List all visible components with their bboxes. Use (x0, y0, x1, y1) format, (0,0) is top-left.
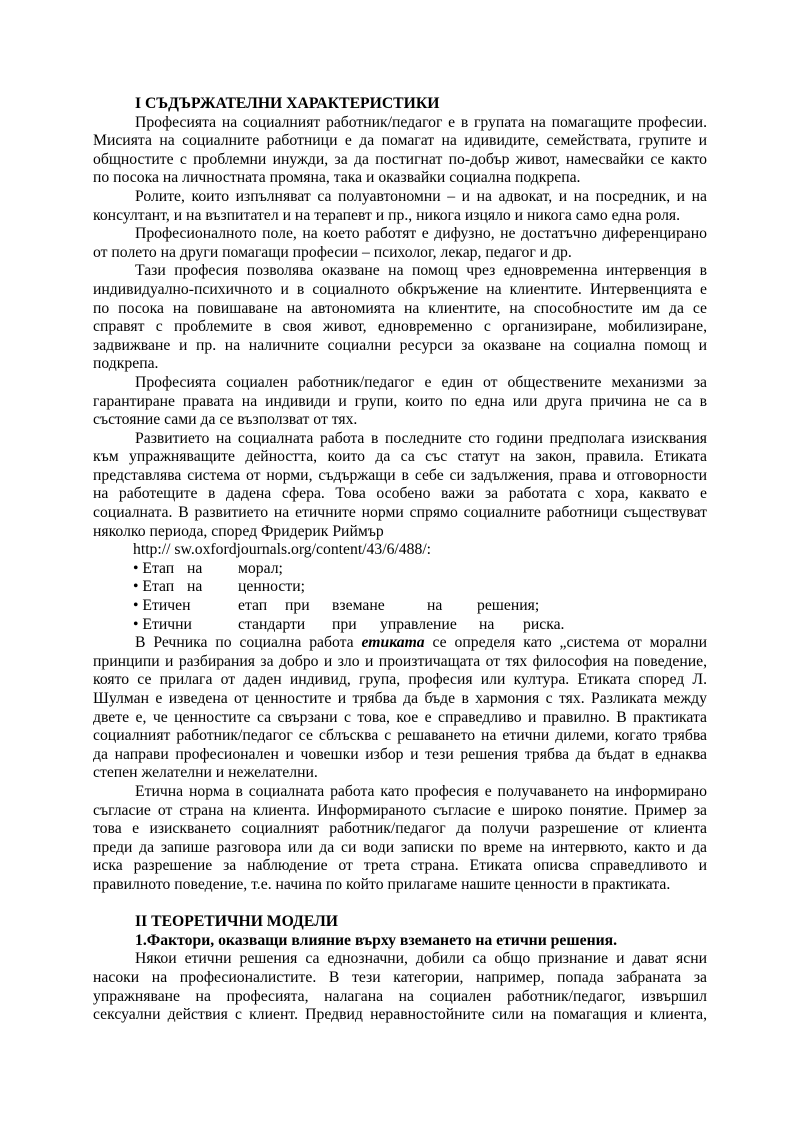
paragraph-line: към упражняващите дейността, които да са със статут на закон, правила. Етиката (93, 448, 707, 466)
paragraph-line: която се прилага от даден индивид, група, професия или култура. Етиката според Л. (93, 671, 707, 689)
stage-word: ценности; (238, 578, 305, 596)
text-run: В Речника по социална работа (135, 634, 362, 652)
paragraph-line: справят с проблемите в своя живот, едновременно с организиране, мобилизиране, (93, 318, 707, 336)
stage-word: решения; (477, 597, 540, 615)
paragraph-line: индивидуално-психичното и в социалното обкръжение на клиентите. Интервенцията е (93, 280, 707, 298)
paragraph-line (93, 634, 707, 653)
paragraph-line: консултант, и на възпитател и на терапевт и пр., никога изцяло и никога само една роля. (93, 206, 681, 224)
stage-word: на (187, 578, 203, 596)
paragraph-line: представлява система от норми, съдържащи в себе си задължения, права и отговорности (93, 466, 707, 484)
paragraph-line: Някои етични решения са еднозначни, добили са общо признание и дават ясни (135, 950, 707, 968)
paragraph-line: Тази професия позволява оказване на помощ чрез едновременна интервенция в (135, 262, 707, 280)
stage-word: морал; (238, 559, 283, 577)
paragraph-line: общностите с проблемни инужди, за да постигнат по-добър живот, намесвайки се както (93, 150, 707, 168)
page-body (93, 95, 707, 1025)
paragraph-line: социалната. В развитието на етичните норми спрямо социалните работници съществуват (93, 504, 707, 522)
paragraph-line: гарантиране правата на индивиди и групи, които по една или друга причина не са в (93, 392, 707, 410)
stage-word: • Етап (133, 559, 175, 577)
stage-word: на (427, 597, 443, 615)
stage-word: при (285, 597, 310, 615)
paragraph-line: подкрепа. (93, 355, 159, 373)
stage-word: при (332, 615, 357, 633)
stage-list-item (93, 560, 707, 579)
section-heading: I СЪДЪРЖАТЕЛНИ ХАРАКТЕРИСТИКИ (135, 95, 440, 112)
paragraph-line: преди да запише разговора или да си води записки по време на интервюто, както и да (93, 838, 707, 856)
paragraph-line: Професията на социалният работник/педагог е в групата на помагащите професии. (135, 113, 707, 131)
paragraph-line: принципи и разбирания за добро и зло и произтичащата от тях философия на поведение, (93, 652, 707, 670)
paragraph-line: да направи професионален и човешки избор и тези решения трябва да бъдат в еднаква (93, 745, 707, 763)
paragraph-line: няколко периода, според Фридерик Риймър (93, 522, 384, 540)
stage-list-item (93, 597, 707, 616)
text-run: се определя като „система от морални (424, 634, 707, 652)
stage-list-item (93, 578, 707, 597)
paragraph-line: упражняване на професията, налагана на социален работник/педагог, извършил (93, 987, 707, 1005)
paragraph-line: Етична норма в социалната работа като професия е получаването на информирано (135, 782, 707, 800)
stage-word: • Етичен (133, 597, 191, 615)
paragraph-line: от полето на други помагащи професии – психолог, лекар, педагог и др. (93, 243, 572, 261)
paragraph-line: по посока на личностната промяна, така и оказвайки социална подкрепа. (93, 169, 581, 187)
stage-word: етап (238, 597, 268, 615)
paragraph-line: двете е, че ценностите са свързани с това, кое е справедливо и правилно. В практиката (93, 708, 707, 726)
source-url: http:// sw.oxfordjournals.org/content/43/6/488/: (133, 541, 432, 559)
paragraph-line: по посока на повишаване на автономията на клиентите, на способностите им да се (93, 299, 707, 317)
stage-word: на (187, 559, 203, 577)
paragraph-line: съгласие от страна на клиента. Информираното съгласие е широко понятие. Пример за (93, 801, 707, 819)
paragraph-line: сексуални действия с клиент. Предвид неравностойните сили на помагащия и клиента, (93, 1006, 707, 1024)
paragraph-line: Ролите, които изпълняват са полуавтономни – и на адвокат, и на посредник, и на (135, 187, 707, 205)
subsection-heading: 1.Фактори, оказващи влияние върху вземането на етични решения. (135, 931, 618, 949)
stage-word: на (479, 615, 495, 633)
stage-list-item (93, 616, 707, 635)
paragraph-line: насоки на професионалистите. В тези категории, например, попада забраната за (93, 968, 707, 986)
paragraph-line: социалният работник/педагог се сблъсква с решаването на етични дилеми, когато трябва (93, 727, 707, 745)
paragraph-line: Шулман е изведена от ценностите и трябва да бъде в хармония с тях. Разликата между (93, 690, 707, 707)
paragraph-line: задвижване и пр. на наличните социални ресурси за оказване на социална помощ и (93, 336, 707, 354)
paragraph-line: Професията социален работник/педагог е един от обществените механизми за (135, 373, 707, 391)
stage-word: стандарти (238, 615, 306, 633)
stage-word: риска. (523, 615, 565, 633)
stage-word: управление (380, 615, 457, 633)
emphasized-term: етиката (361, 634, 425, 652)
paragraph-line: това е изискването социалният работник/педагог да получи разрешение от клиента (93, 820, 707, 838)
paragraph-line: на работещите в дадена сфера. Това особено важи за работата с хора, каквато е (93, 485, 707, 503)
paragraph-line: правилното поведение, т.е. начина по който прилагаме нашите ценности в практиката. (93, 875, 671, 893)
paragraph-line: Мисията на социалните работници е да помагат на идивидите, семействата, групите и (93, 132, 707, 150)
stage-word: • Етап (133, 578, 175, 596)
paragraph-line: Развитието на социалната работа в последните сто години предполага изисквания (135, 429, 707, 447)
paragraph-line: иска разрешение за наблюдение от трета страна. Етиката описва справедливото и (93, 857, 707, 875)
stage-word: вземане (332, 597, 385, 615)
paragraph-line: Професионалното поле, на което работят е дифузно, не достатъчно диференцирано (135, 225, 707, 243)
paragraph-line: степен желателни и нежелателни. (93, 764, 318, 782)
stage-word: • Етични (133, 615, 192, 633)
paragraph-line: състояние сами да се възползват от тях. (93, 411, 358, 429)
blank-line (93, 895, 707, 914)
section-heading: II ТЕОРЕТИЧНИ МОДЕЛИ (135, 913, 338, 931)
